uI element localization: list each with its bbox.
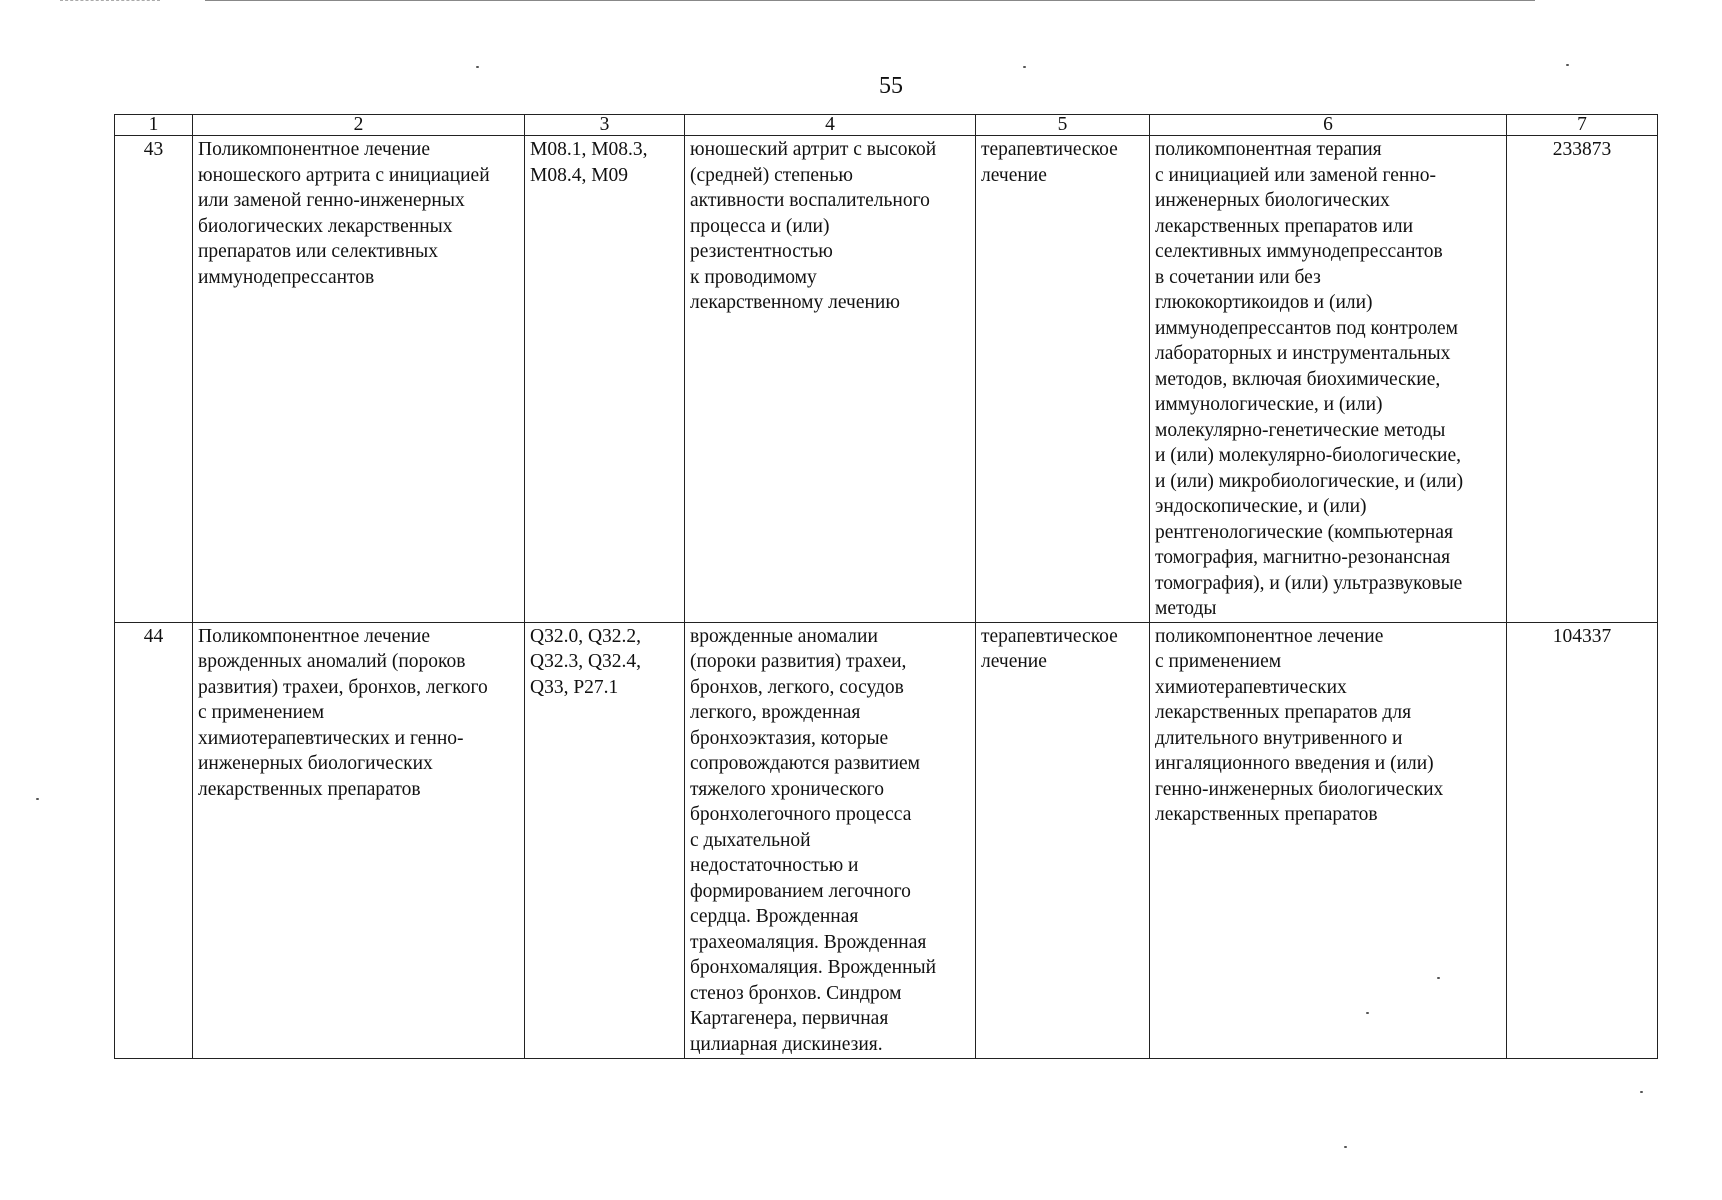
cell-text-line: развития) трахеи, бронхов, легкого (198, 676, 488, 698)
treatment-type-cell (976, 622, 1150, 1058)
cell-text-line: поликомпонентное лечение (1155, 625, 1384, 647)
treatment-method-cell (1150, 136, 1507, 623)
column-number-6: 6 (1150, 115, 1507, 136)
cell-text-line: сопровождаются развитием (690, 753, 921, 774)
cell-text-line: формированием легочного (690, 880, 911, 902)
cell-text-line: инженерных биологических (198, 753, 433, 774)
column-number-2: 2 (193, 115, 525, 136)
cell-text-line: инженерных биологических (1155, 190, 1390, 211)
scan-speck (36, 798, 39, 800)
cell-text-line: лечение (981, 164, 1047, 186)
cell-text-line: лекарственных препаратов или (1155, 215, 1414, 237)
page-number: 55 (879, 73, 903, 99)
diagnosis-codes-cell (525, 136, 685, 623)
cell-text-line: Q33, P27.1 (530, 676, 619, 698)
cell-text-line: методов, включая биохимические, (1155, 368, 1441, 390)
cell-text-line: юношеский артрит с высокой (690, 139, 937, 160)
cell-text-line: сердца. Врожденная (690, 906, 859, 927)
cell-text-line: бронхов, легкого, сосудов (690, 676, 904, 698)
cell-text-line: врожденных аномалий (пороков (198, 651, 466, 672)
table-row-43 (115, 136, 1658, 623)
cell-text-line: (пороки развития) трахеи, (690, 651, 907, 672)
cell-text-line: лекарственных препаратов (198, 778, 421, 800)
cell-text-line: процесса и (или) (690, 215, 830, 237)
cell-text-line: легкого, врожденная (690, 702, 861, 723)
scan-speck (1344, 1146, 1347, 1148)
treatment-name-cell (193, 622, 525, 1058)
treatment-type-cell (976, 136, 1150, 623)
top-edge-line (205, 0, 1535, 1)
cell-text-line: ингаляционного введения и (или) (1155, 753, 1434, 774)
cell-text-line: биологических лекарственных (198, 215, 453, 237)
cell-text-line: Q32.0, Q32.2, (530, 625, 642, 647)
scan-speck (1437, 977, 1440, 979)
cell-text-line: длительного внутривенного и (1155, 727, 1403, 749)
cell-text-line: препаратов или селективных (198, 241, 439, 262)
cell-text-line: томография, магнитно-резонансная (1155, 547, 1451, 568)
scan-speck (1366, 1012, 1369, 1014)
treatment-name-cell (193, 136, 525, 623)
column-number-3: 3 (525, 115, 685, 136)
cell-text-line: методы (1155, 598, 1217, 619)
cell-text-line: или заменой генно-инженерных (198, 190, 465, 211)
cell-text-line: резистентностью (690, 241, 833, 262)
cell-text-line: M08.4, M09 (530, 164, 629, 186)
row-number: 43 (115, 136, 193, 623)
cell-text-line: иммунодепрессантов (198, 266, 375, 288)
patient-model-cell (685, 622, 976, 1058)
column-number-1: 1 (115, 115, 193, 136)
cell-text-line: эндоскопические, и (или) (1155, 496, 1367, 517)
cell-text-line: генно-инженерных биологических (1155, 778, 1444, 800)
cell-text-line: лекарственному лечению (690, 292, 900, 313)
cell-text-line: Q32.3, Q32.4, (530, 651, 642, 672)
cell-text-line: в сочетании или без (1155, 266, 1321, 288)
cost-cell: 104337 (1507, 622, 1658, 1058)
cell-text-line: Поликомпонентное лечение (198, 139, 431, 160)
treatment-method-cell (1150, 622, 1507, 1058)
cell-text-line: и (или) микробиологические, и (или) (1155, 470, 1464, 492)
cell-text-line: (средней) степенью (690, 164, 853, 186)
cell-text-line: лабораторных и инструментальных (1155, 343, 1451, 364)
cell-text-line: иммунологические, и (или) (1155, 394, 1383, 415)
cell-text-line: с применением (1155, 651, 1282, 672)
cell-text-line: тяжелого хронического (690, 778, 884, 800)
patient-model-cell (685, 136, 976, 623)
cell-text-line: юношеского артрита с инициацией (198, 164, 490, 186)
column-number-5: 5 (976, 115, 1150, 136)
cell-text-line: трахеомаляция. Врожденная (690, 931, 927, 953)
top-edge-dashed-line (60, 0, 160, 1)
scan-speck (1023, 66, 1026, 68)
cell-text-line: лекарственных препаратов (1155, 804, 1378, 825)
cell-text-line: активности воспалительного (690, 190, 930, 211)
cell-text-line: бронхомаляция. Врожденный (690, 957, 937, 978)
cost-cell: 233873 (1507, 136, 1658, 623)
table-header-row (115, 115, 1658, 136)
cell-text-line: бронхоэктазия, которые (690, 727, 889, 749)
cell-text-line: бронхолегочного процесса (690, 804, 912, 825)
scan-speck (1640, 1091, 1643, 1093)
cell-text-line: врожденные аномалии (690, 625, 878, 647)
column-number-4: 4 (685, 115, 976, 136)
cell-text-line: с применением (198, 702, 325, 723)
cell-text-line: терапевтическое (981, 625, 1118, 647)
row-number: 44 (115, 622, 193, 1058)
cell-text-line: с инициацией или заменой генно- (1155, 164, 1437, 186)
column-number-7: 7 (1507, 115, 1658, 136)
cell-text-line: химиотерапевтических (1155, 676, 1347, 698)
cell-text-line: цилиарная дискинезия. (690, 1033, 883, 1055)
cell-text-line: лекарственных препаратов для (1155, 702, 1412, 723)
cell-text-line: недостаточностью и (690, 855, 859, 876)
cell-text-line: и (или) молекулярно-биологические, (1155, 445, 1462, 466)
table-row-44 (115, 622, 1658, 1058)
cell-text-line: лечение (981, 651, 1047, 672)
cell-text-line: иммунодепрессантов под контролем (1155, 317, 1458, 339)
cell-text-line: селективных иммунодепрессантов (1155, 241, 1443, 262)
scan-speck (1566, 64, 1569, 66)
cell-text-line: Картагенера, первичная (690, 1008, 889, 1029)
cell-text-line: Поликомпонентное лечение (198, 625, 431, 647)
cell-text-line: терапевтическое (981, 139, 1118, 160)
cell-text-line: к проводимому (690, 266, 817, 288)
cell-text-line: с дыхательной (690, 829, 811, 851)
cell-text-line: томография), и (или) ультразвуковые (1155, 572, 1463, 594)
scan-speck (476, 66, 479, 68)
cell-text-line: M08.1, M08.3, (530, 139, 648, 160)
medical-care-table (114, 114, 1658, 1059)
cell-text-line: молекулярно-генетические методы (1155, 419, 1446, 441)
cell-text-line: поликомпонентная терапия (1155, 139, 1382, 160)
cell-text-line: глюкокортикоидов и (или) (1155, 292, 1373, 313)
diagnosis-codes-cell (525, 622, 685, 1058)
cell-text-line: химиотерапевтических и генно- (198, 727, 464, 749)
cell-text-line: стеноз бронхов. Синдром (690, 982, 902, 1004)
cell-text-line: рентгенологические (компьютерная (1155, 521, 1453, 543)
